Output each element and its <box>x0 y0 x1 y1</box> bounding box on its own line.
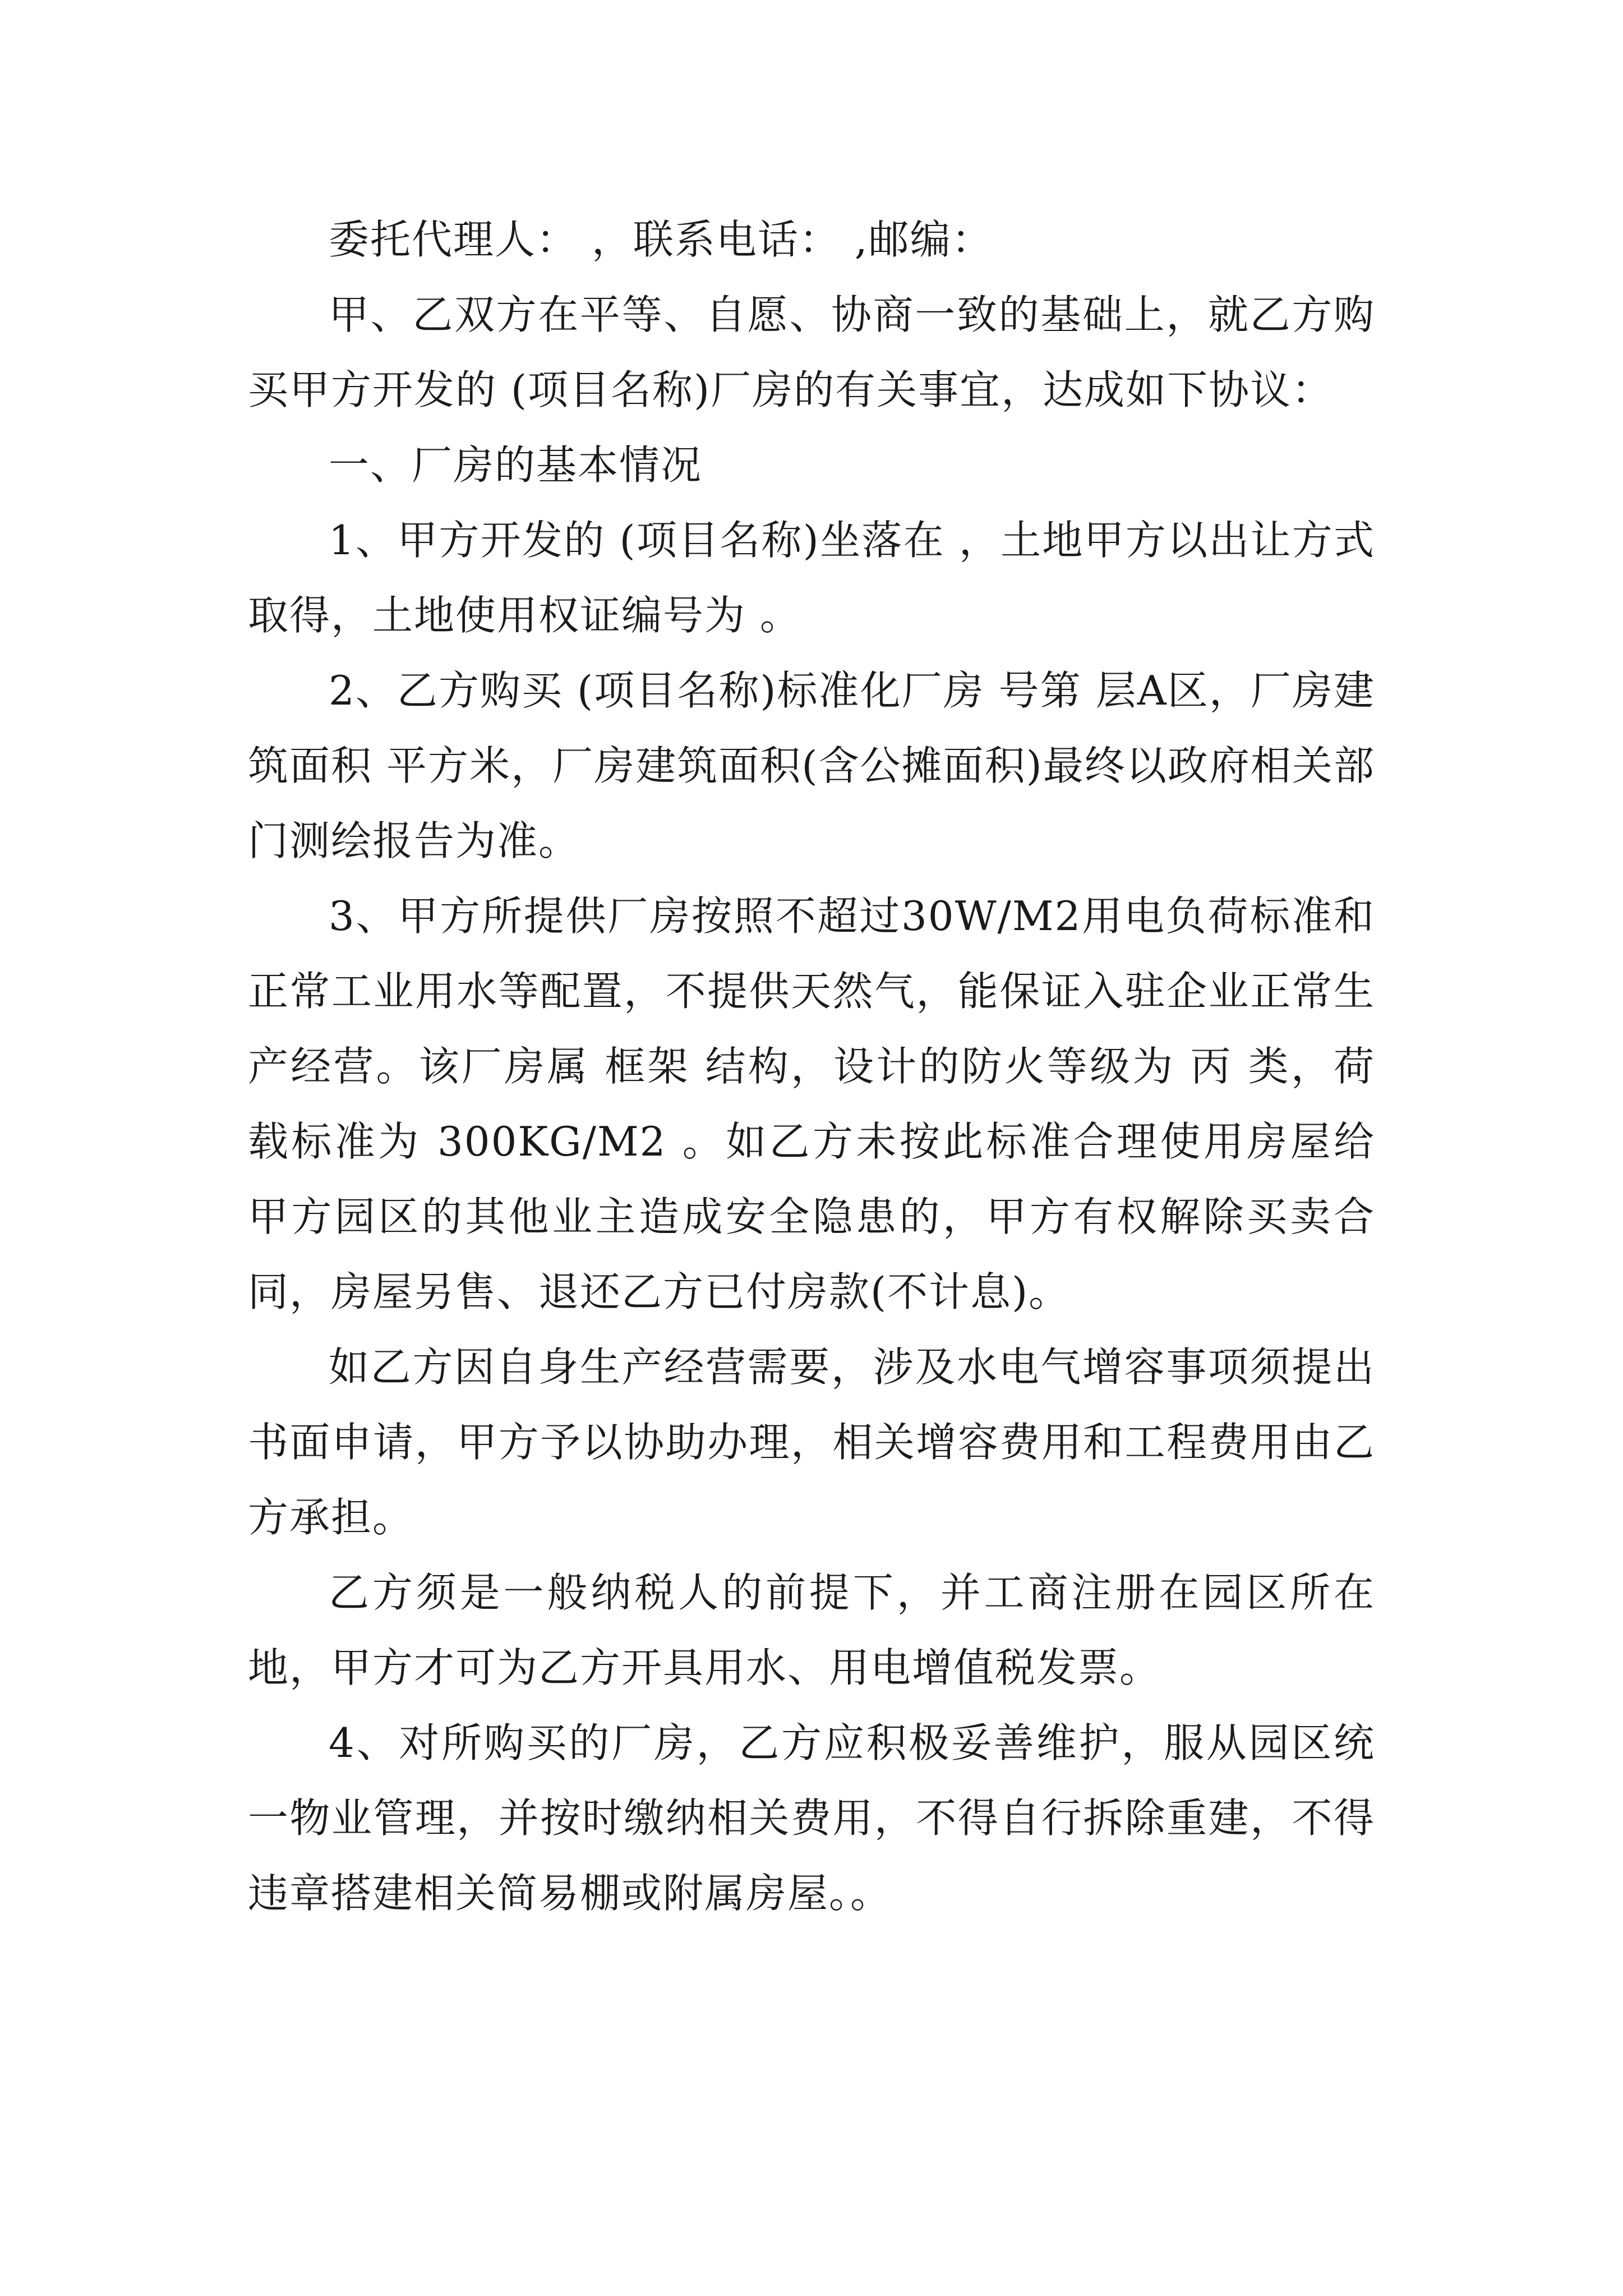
agent-contact-line: 委托代理人： ，联系电话： ,邮编： <box>329 216 993 263</box>
section-heading: 一、厂房的基本情况 <box>329 441 703 489</box>
clause-2: 2、乙方购买 (项目名称)标准化厂房 号第 层A区，厂房建筑面积 平方米，厂房建筑面积(含公摊面积)最终以政府相关部门测绘报告为准。 <box>248 667 1375 864</box>
capacity-increase-paragraph: 如乙方因自身生产经营需要，涉及水电气增容事项须提出书面申请，甲方予以协助办理，相关增容费用和工程费用由乙方承担。 <box>248 1343 1375 1541</box>
clause-3: 3、甲方所提供厂房按照不超过30W/M2用电负荷标准和正常工业用水等配置，不提供天然气，能保证入驻企业正常生产经营。该厂房属 框架 结构，设计的防火等级为 丙 类，荷载标准为 300KG/M2 。如乙方未按此标准合理使用房屋给甲方园区的其他业主造成安全隐患的，甲方有权解除买卖合同，房屋另售、退还乙方已付房款(不计息)。 <box>248 892 1375 1315</box>
clause-1: 1、甲方开发的 (项目名称)坐落在 ，土地甲方以出让方式取得，土地使用权证编号为 。 <box>248 517 1375 639</box>
clause-4: 4、对所购买的厂房，乙方应积极妥善维护，服从园区统一物业管理，并按时缴纳相关费用，不得自行拆除重建，不得违章搭建相关简易棚或附属房屋。。 <box>248 1719 1375 1917</box>
preamble-paragraph: 甲、乙双方在平等、自愿、协商一致的基础上，就乙方购买甲方开发的 (项目名称)厂房的有关事宜，达成如下协议： <box>248 291 1375 413</box>
document-body <box>248 202 1375 1931</box>
invoice-paragraph: 乙方须是一般纳税人的前提下，并工商注册在园区所在地，甲方才可为乙方开具用水、用电增值税发票。 <box>248 1569 1375 1691</box>
